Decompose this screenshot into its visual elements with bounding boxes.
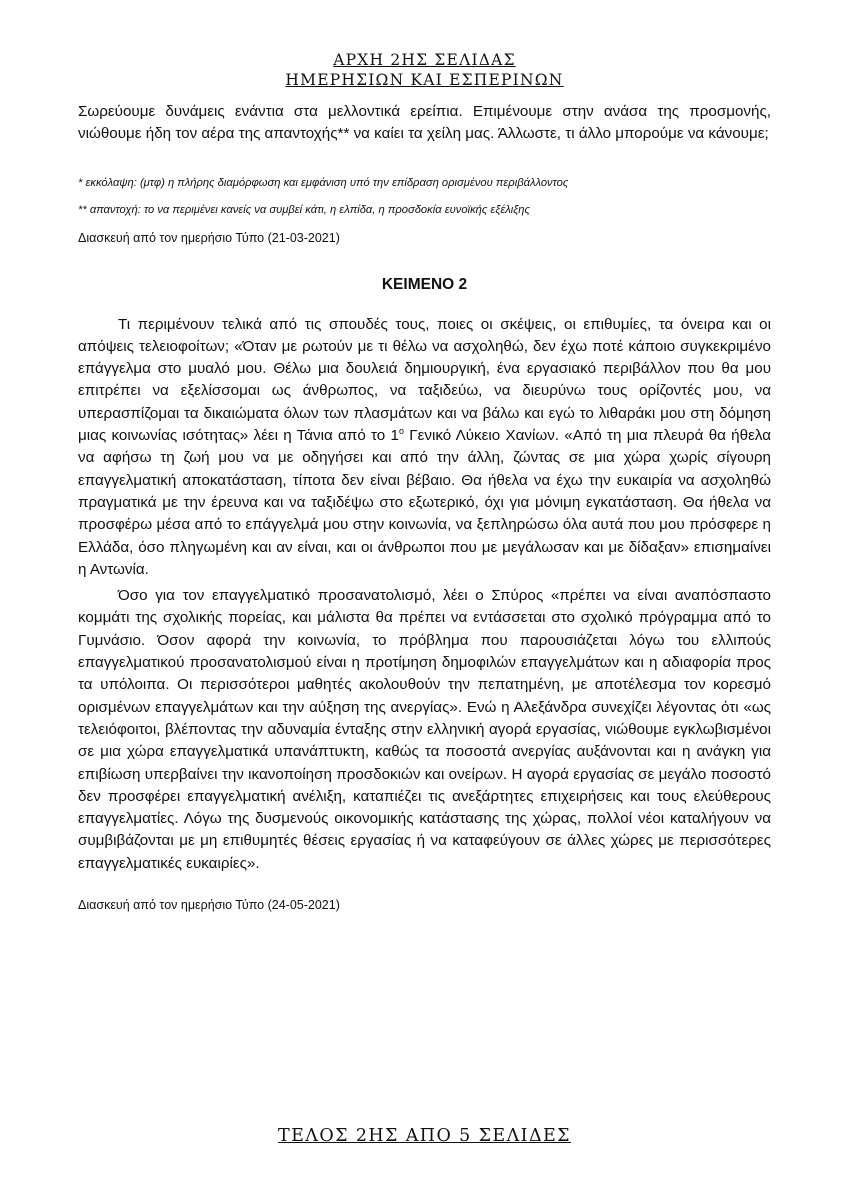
paragraph-1-part-1: Τι περιμένουν τελικά από τις σπουδές τους, ποιες οι σκέψεις, οι επιθυμίες, τα όνειρα και οι απόψεις τελειοφοίτων; «Όταν με ρωτούν με τι θέλω να ασχοληθώ, δεν έχω ποτέ κάποιο συγκεκριμένο επάγγελμα στο μυαλό μου. Θέλω μια δουλειά δημιουργική, ένα εργασιακό περιβάλλον που θα μου επιτρέπει να εξελίσσομαι ως άνθρωπος, να ταξιδεύω, να διευρύνω τους ορίζοντές μου, να υπερασπίζομαι τα δικαιώματα όλων των πλασμάτων και να βάλω και εγώ το λιθαράκι μου στη δόμηση μιας κοινωνίας ισότητας» λέει η Τάνια από το 1 <box>78 315 771 445</box>
text-2-paragraph-1 <box>78 314 771 582</box>
intro-paragraph: Σωρεύουμε δυνάμεις ενάντια στα μελλοντικά ερείπια. Επιμένουμε στην ανάσα της προσμονής, νιώθουμε ήδη τον αέρα της απαντοχής** να καίει τα χείλη μας. Άλλωστε, τι άλλο μπορούμε να κάνουμε; <box>78 103 771 143</box>
page-content <box>78 50 771 913</box>
ordinal-superscript: ο <box>398 426 404 437</box>
footnote-1: * εκκόλαψη: (μτφ) η πλήρης διαμόρφωση και εμφάνιση υπό την επίδραση ορισμένου περιβάλλοντος <box>78 176 569 189</box>
footnote-2: ** απαντοχή: το να περιμένει κανείς να συμβεί κάτι, η ελπίδα, η προσδοκία ευνοϊκής εξέλιξης <box>78 203 530 216</box>
section-title: ΚΕΙΜΕΝΟ 2 <box>381 275 468 293</box>
header-line-1: ΑΡΧΗ 2ΗΣ ΣΕΛΙΔΑΣ <box>333 51 516 69</box>
text-2-paragraph-2: Όσο για τον επαγγελματικό προσανατολισμό, λέει ο Σπύρος «πρέπει να είναι αναπόσπαστο κομμάτι της σχολικής πορείας, και μάλιστα θα πρέπει να εντάσσεται στο σχολικό πρόγραμμα από το Γυμνάσιο. Όσον αφορά την κοινωνία, το πρόβλημα που παρουσιάζεται λόγω του ελλιπούς επαγγελματικού προσανατολισμού είναι η προτίμηση δημοφιλών επαγγελμάτων και η αδιαφορία προς τα υπόλοιπα. Οι περισσότεροι μαθητές ακολουθούν την πεπατημένη, με αποτέλεσμα τον κορεσμό ορισμένων επαγγελμάτων και την αύξηση της ανεργίας». Ενώ η Αλεξάνδρα συνεχίζει λέγοντας ότι «ως τελειόφοιτοι, βλέποντας την αδυναμία ένταξης στην ελληνική αγορά εργασίας, νιώθουμε εγκλωβισμένοι σε μια χώρα επαγγελματικά υπανάπτυκτη, καθώς τα ποσοστά ανεργίας αυξάνονται και η ανάγκη για επιβίωση υπερβαίνει την ικανοποίηση προσδοκιών και ονείρων. Η αγορά εργασίας σε μεγάλο ποσοστό δεν προσφέρει επαγγελματική ανέλιξη, καταπιέζει τις ανεξάρτητες επιχειρήσεις και τους ελεύθερους επαγγελματίες. Λόγω της δυσμενούς οικονομικής κατάστασης της χώρας, πολλοί νέοι καταλήγουν να συμβιβάζονται με μη επιθυμητές θέσεις εργασίας ή να καταφεύγουν σε άλλες χώρες με περισσότερες επαγγελματικές ευκαιρίες». <box>78 587 771 872</box>
source-note-1: Διασκευή από τον ημερήσιο Τύπο (21-03-2021) <box>78 230 340 245</box>
page-footer: ΤΕΛΟΣ 2ΗΣ ΑΠΟ 5 ΣΕΛΙΔΕΣ <box>278 1126 571 1146</box>
paragraph-1-part-2: Γενικό Λύκειο Χανίων. «Από τη μια πλευρά θα ήθελα να αφήσω τη ζωή μου να με οδηγήσει και από την άλλη, ζώντας σε μια χώρα χωρίς σίγουρη επαγγελματική αποκατάσταση, τίποτα δεν είναι βέβαιο. Θα ήθελα να έχω την ευκαιρία να ασχοληθώ πραγματικά με την έρευνα και να ταξιδέψω στο εξωτερικό, όχι για μόνιμη εγκατάσταση. Θα ήθελα να προσφέρω μέσα από το επάγγελμά μου στην κοινωνία, να ξεπληρώσω όλα αυτά που μου πρόσφερε η Ελλάδα, όσο πληγωμένη και αν είναι, και οι άνθρωποι που με μεγάλωσαν και με δίδαξαν» επισημαίνει η Αντωνία. <box>78 427 771 578</box>
page-header <box>78 50 771 90</box>
source-note-2: Διασκευή από τον ημερήσιο Τύπο (24-05-2021) <box>78 898 340 913</box>
header-line-2: ΗΜΕΡΗΣΙΩΝ ΚΑΙ ΕΣΠΕΡΙΝΩΝ <box>285 71 564 89</box>
footnotes <box>78 176 771 217</box>
